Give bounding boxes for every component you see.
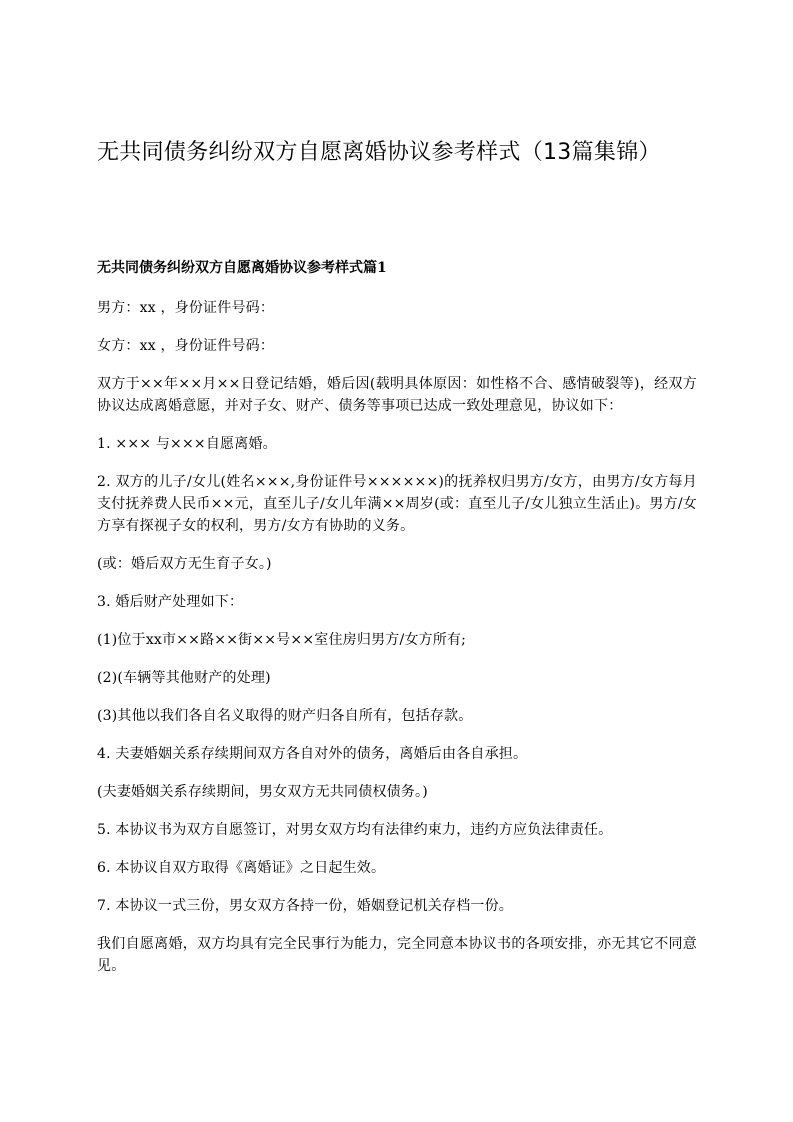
paragraph-marriage-background: 双方于××年××月××日登记结婚，婚后因(载明具体原因：如性格不合、感情破裂等)，经双方协议达成离婚意愿，并对子女、财产、债务等事项已达成一致处理意见，协议如下： bbox=[97, 376, 697, 414]
paragraph-clause-3: 3. 婚后财产处理如下： bbox=[97, 594, 244, 610]
section-heading: 无共同债务纠纷双方自愿离婚协议参考样式篇1 bbox=[97, 260, 387, 276]
paragraph-clause-2-alt: (或：婚后双方无生育子女。) bbox=[97, 556, 272, 572]
paragraph-clause-3-item-3: (3)其他以我们各自名义取得的财产归各自所有，包括存款。 bbox=[97, 708, 473, 724]
paragraph-clause-1: 1. ××× 与×××自愿离婚。 bbox=[97, 436, 277, 452]
paragraph-clause-4: 4. 夫妻婚姻关系存续期间双方各自对外的债务，离婚后由各自承担。 bbox=[97, 746, 528, 762]
paragraph-clause-5: 5. 本协议书为双方自愿签订，对男女双方均有法律约束力，违约方应负法律责任。 bbox=[97, 822, 613, 838]
paragraph-clause-4-alt: (夫妻婚姻关系存续期间，男女双方无共同债权债务。) bbox=[97, 784, 428, 800]
paragraph-clause-6: 6. 本协议自双方取得《离婚证》之日起生效。 bbox=[97, 860, 386, 876]
paragraph-closing-statement: 我们自愿离婚，双方均具有完全民事行为能力，完全同意本协议书的各项安排，亦无其它不同意见。 bbox=[97, 936, 697, 974]
paragraph-clause-7: 7. 本协议一式三份，男女双方各持一份，婚姻登记机关存档一份。 bbox=[97, 898, 514, 914]
paragraph-male-party: 男方：xx ，身份证件号码： bbox=[97, 300, 275, 316]
paragraph-clause-3-item-2: (2)(车辆等其他财产的处理) bbox=[97, 670, 271, 686]
document-title: 无共同债务纠纷双方自愿离婚协议参考样式（13篇集锦） bbox=[97, 140, 661, 165]
paragraph-clause-2: 2. 双方的儿子/女儿(姓名×××,身份证件号××××××)的抚养权归男方/女方，由男方/女方每月支付抚养费人民币××元，直至儿子/女儿年满××周岁(或：直至儿子/女儿独立生活止)。男方/女方享有探视子女的权利，男方/女方有协助的义务。 bbox=[97, 474, 697, 534]
document-body bbox=[97, 257, 697, 993]
paragraph-clause-3-item-1: (1)位于xx市××路××街××号××室住房归男方/女方所有; bbox=[97, 632, 467, 648]
paragraph-female-party: 女方：xx ，身份证件号码： bbox=[97, 338, 275, 354]
